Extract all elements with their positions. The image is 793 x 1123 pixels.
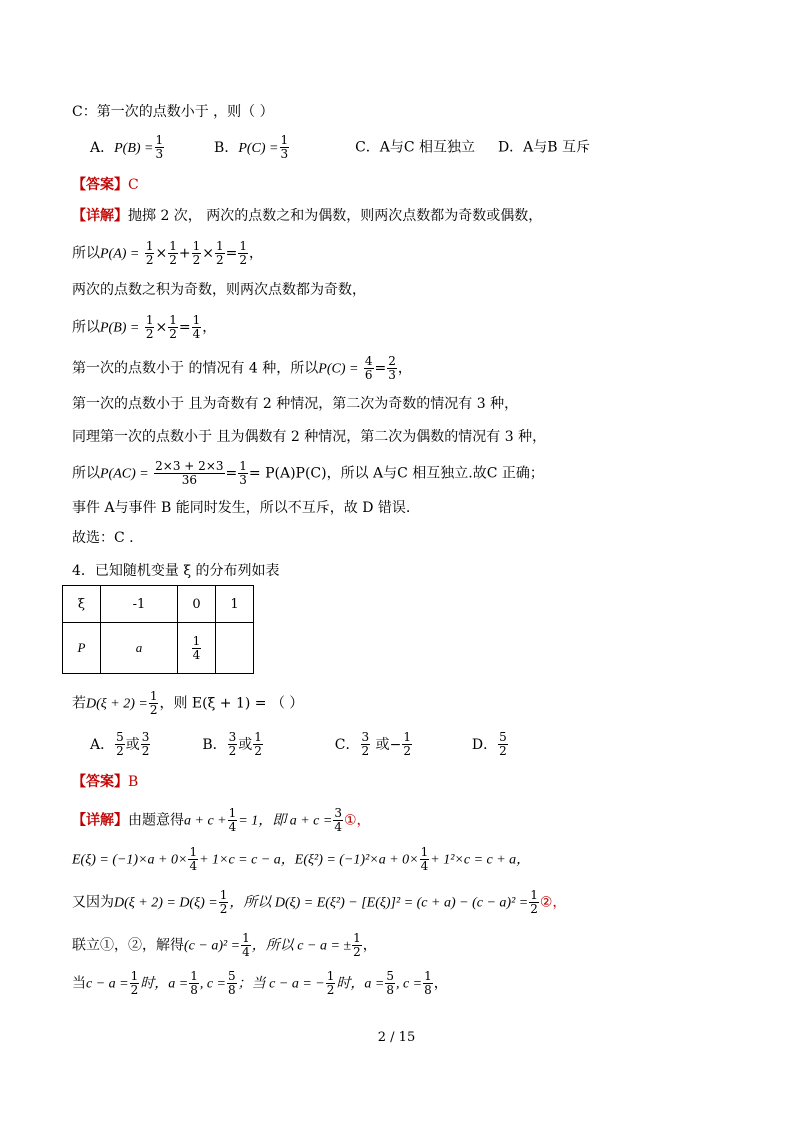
q4-option-c: C． $\frac{3}{2}$ 或− $\frac{1}{2}$ [334, 730, 411, 758]
q4-option-a: A． $\frac{5}{2}$ 或 $\frac{3}{2}$ [90, 730, 150, 758]
q4-option-b: B． $\frac{3}{2}$ 或 $\frac{1}{2}$ [202, 730, 262, 758]
q3-detail-5: 第一次的点数小于 的情况有 4 种，所以P(C) = $\frac{4}{6}$ = $\frac{2}{3}$ ， [72, 354, 412, 382]
q3-option-b: B．P(C) = $\frac{1}{3}$ [214, 133, 289, 161]
q3-detail-3: 两次的点数之积为奇数，则两次点数都为奇数， [72, 282, 366, 298]
q4-detail-1: 【详解】由题意得a + c + $\frac{1}{4}$ = 1，即 a + c = $\frac{3}{4}$ ①， [72, 806, 371, 834]
q3-option-a: A．P(B) = $\frac{1}{3}$ [90, 133, 164, 161]
q3-option-d: D．A与B 互斥 [497, 139, 591, 156]
q4-answer: 【答案】B [72, 774, 139, 790]
q3-detail-10: 故选：C . [72, 530, 134, 546]
table-header-cell: 1 [216, 586, 254, 623]
q4-distribution-table [62, 585, 254, 674]
q3-detail-6: 第一次的点数小于 且为奇数有 2 种情况，第二次为奇数的情况有 3 种， [72, 396, 519, 412]
q3-condition-c: C：第一次的点数小于 ，则（ ） [72, 104, 274, 120]
table-cell-a: a [101, 623, 178, 674]
q4-stem: 4．已知随机变量 ξ 的分布列如表 [72, 563, 280, 579]
q3-detail-2: 所以P(A) = $\frac{1}{2}$ × $\frac{1}{2}$ + $\frac{1}{2}$ × $\frac{1}{2}$ = $\frac{1}{2}$ ， [72, 239, 263, 267]
q4-detail-5: 当c − a = $\frac{1}{2}$ 时，a = $\frac{1}{8}$ , c = $\frac{5}{8}$ ；当 c − a = − $\frac{1}{2}$ 时，a = $\frac{5}{8}$ , c = $\frac{1}{8}$ ， [72, 969, 448, 997]
table-header-cell: ξ [63, 586, 101, 623]
q3-detail-7: 同理第一次的点数小于 且为偶数有 2 种情况，第二次为偶数的情况有 3 种， [72, 429, 547, 445]
q4-condition: 若D(ξ + 2) = $\frac{1}{2}$ ，则 E(ξ + 1) = （ ） [72, 689, 304, 717]
q4-detail-2: E(ξ) = (−1)×a + 0× $\frac{1}{4}$ + 1×c = c − a，E(ξ²) = (−1)²×a + 0× $\frac{1}{4}$ + 1²×c = c + a， [72, 845, 531, 873]
table-cell-quarter: $\frac{1}{4}$ [178, 623, 216, 674]
q4-option-d: D． $\frac{5}{2}$ [471, 730, 507, 758]
table-header-cell: 0 [178, 586, 216, 623]
q4-detail-4: 联立①，②，解得(c − a)² = $\frac{1}{4}$ ，所以 c − a = ± $\frac{1}{2}$ ， [72, 931, 377, 959]
q3-option-c: C．A与C 相互独立 [355, 139, 476, 156]
q4-detail-3: 又因为D(ξ + 2) = D(ξ) = $\frac{1}{2}$ ，所以 D(ξ) = E(ξ²) − [E(ξ)]² = (c + a) − (c − a)² = $\frac{1}{2}$ ②， [72, 888, 567, 916]
q3-detail-1: 【详解】抛掷 2 次， 两次的点数之和为偶数，则两次点数都为奇数或偶数， [72, 208, 543, 224]
table-row-label: P [63, 623, 101, 674]
q4-options [90, 731, 509, 758]
q3-answer: 【答案】C [72, 177, 139, 193]
table-cell-empty [216, 623, 254, 674]
q3-detail-8: 所以P(AC) = $\frac{2\times 3 + 2\times 3}{36}$ = $\frac{1}{3}$ = P(A)P(C)，所以 A与C 相互独立.故C 正确； [72, 459, 544, 487]
table-header-cell: -1 [101, 586, 178, 623]
q3-detail-4: 所以P(B) = $\frac{1}{2}$ × $\frac{1}{2}$ = $\frac{1}{4}$ ， [72, 313, 217, 341]
q3-detail-9: 事件 A与事件 B 能同时发生，所以不互斥，故 D 错误. [72, 500, 411, 516]
q3-options [90, 134, 590, 161]
page-number: 2 / 15 [377, 1030, 416, 1045]
